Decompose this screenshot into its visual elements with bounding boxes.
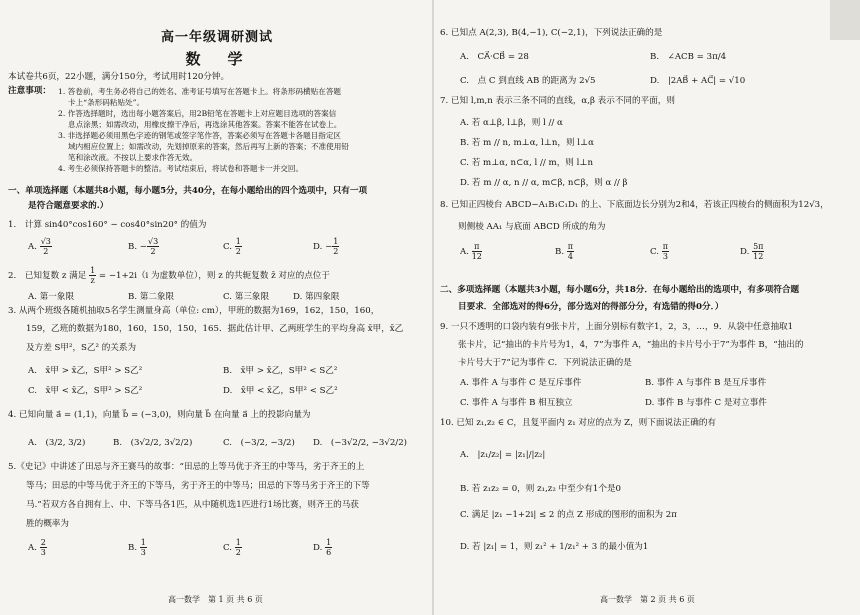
question-7-stem: 7. 已知 l,m,n 表示三条不同的直线，α,β 表示不同的平面，则 [440, 96, 675, 106]
subject-title: 数 学 [185, 50, 249, 68]
q5-option-d: D. $\frac{1}{6}$ [313, 538, 332, 557]
section-1-heading: 一、单项选择题（本题共8小题，每小题5分，共40分，在每小题给出的四个选项中，只有一项 [8, 186, 368, 196]
q9-option-d: D. 事件 B 与事件 C 是对立事件 [645, 398, 767, 408]
note-line: 2. 作答选择题时，选出每小题答案后，用2B铅笔在答题卡上对应题目选项的答案信 [58, 109, 337, 118]
question-3-stem: 159，乙班的数据为180，160，150，150，165．据此估计甲、乙两班学生的平均身高 x̄甲，x̄乙 [26, 324, 404, 334]
note-line: 1. 答卷前，考生务必将自己的姓名、准考证号填写在答题卡上。将条形码横贴在答题 [58, 87, 342, 96]
q9-option-a: A. 事件 A 与事件 C 是互斥事件 [460, 378, 582, 388]
question-9-stem: 卡片号大于7”记为事件 C．下列说法正确的是 [458, 358, 632, 368]
question-3-stem: 及方差 S甲²，S乙² 的关系为 [26, 343, 137, 353]
q8-option-d: D. $\frac{5\pi}{12}$ [740, 242, 764, 261]
question-5-stem: 5.《史记》中讲述了田忌与齐王赛马的故事：“田忌的上等马优于齐王的中等马，劣于齐王的上 [8, 462, 365, 472]
q7-option-b: B. 若 m // n, m⊥α, l⊥n，则 l⊥α [460, 138, 594, 148]
section-1-heading-cont: 是符合题意要求的.） [28, 201, 109, 211]
page-footer: 高一数学 第 1 页 共 6 页 [168, 595, 263, 604]
q4-option-b: B. (3√2/2, 3√2/2) [113, 438, 193, 448]
q2-option-a: A. 第一象限 [28, 292, 75, 302]
q2-option-d: D. 第四象限 [293, 292, 340, 302]
q10-option-d: D. 若 |z₁| = 1，则 z₁² + 1/z₁² + 3 的最小值为1 [460, 542, 649, 552]
question-5-stem: 胜的概率为 [26, 519, 69, 529]
q9-option-b: B. 事件 A 与事件 B 是互斥事件 [645, 378, 767, 388]
q5-option-c: C. $\frac{1}{2}$ [223, 538, 241, 557]
q7-option-c: C. 若 m⊥α, n⊂α, l // m，则 l⊥n [460, 158, 593, 168]
q8-option-a: A. $\frac{\pi}{12}$ [460, 242, 482, 261]
q4-option-c: C. (−3/2, −3/2) [223, 438, 295, 448]
q5-option-a: A. $\frac{2}{3}$ [28, 538, 46, 557]
q4-option-a: A. (3/2, 3/2) [28, 438, 86, 448]
q5-option-b: B. $\frac{1}{3}$ [128, 538, 146, 557]
q6-option-a: A. CA⃗·CB⃗ = 28 [460, 52, 529, 62]
q6-option-b: B. ∠ACB = 3π/4 [650, 52, 727, 62]
page-fold [432, 0, 434, 615]
q1-option-a: A. $\frac{√3}{2}$ [28, 237, 51, 256]
section-2-heading-cont: 目要求．全部选对的得6分，部分选对的得部分分，有选错的得0分．） [458, 302, 724, 312]
q1-option-b: B. − $\frac{√3}{2}$ [128, 237, 159, 256]
question-2-stem: 2. 已知复数 z 满足 $\frac{1}{z}$ = −1+2i（i 为虚数单位），则 z 的共轭复数 z̄ 对应的点位于 [8, 266, 330, 285]
page-1 [8, 0, 426, 615]
q3-option-b: B. x̄甲 > x̄乙，S甲² < S乙² [223, 366, 338, 376]
note-line: 笔和涂改液。不按以上要求作答无效。 [68, 153, 198, 162]
q8-option-c: C. $\frac{\pi}{3}$ [650, 242, 669, 261]
question-5-stem: 等马；田忌的中等马优于齐王的下等马，劣于齐王的中等马；田忌的下等马劣于齐王的下等 [26, 481, 370, 491]
note-line: 4. 考生必须保持答题卡的整洁。考试结束后，将试卷和答题卡一并交回。 [58, 164, 304, 173]
notes-label: 注意事项： [8, 86, 51, 96]
q10-option-a: A. |z₁/z₂| = |z₁|/|z₂| [460, 450, 546, 460]
q6-option-d: D. |2AB⃗ + AC⃗| = √10 [650, 76, 746, 86]
question-10-stem: 10. 已知 z₁,z₂ ∈ C，且复平面内 z₁ 对应的点为 Z，则下面说法正确的有 [440, 418, 717, 428]
q9-option-c: C. 事件 A 与事件 B 相互独立 [460, 398, 573, 408]
q8-option-b: B. $\frac{\pi}{4}$ [555, 242, 574, 261]
exam-intro: 本试卷共6页，22小题，满分150分，考试用时120分钟。 [8, 72, 230, 82]
question-3-stem: 3. 从两个班级各随机抽取5名学生测量身高（单位: cm），甲班的数据为169，162，150，160， [8, 306, 380, 316]
page-2 [440, 0, 852, 615]
q2-option-c: C. 第三象限 [223, 292, 270, 302]
note-line: 卡上“条形码粘贴处”。 [68, 98, 145, 107]
q1-option-d: D. − $\frac{1}{2}$ [313, 237, 339, 256]
q10-option-c: C. 满足 |z₁ −1+2i| ≤ 2 的点 Z 形成的图形的面积为 2π [460, 510, 677, 520]
q1-option-c: C. $\frac{1}{2}$ [223, 237, 241, 256]
question-6-stem: 6. 已知点 A(2,3), B(4,−1), C(−2,1)，下列说法正确的是 [440, 28, 663, 38]
section-2-heading: 二、多项选择题（本题共3小题，每小题6分，共18分．在每小题给出的选项中，有多项符合题 [440, 285, 800, 295]
q7-option-d: D. 若 m // α, n // α, m⊂β, n⊂β，则 α // β [460, 178, 628, 188]
question-9-stem: 张卡片，记“抽出的卡片号为1，4，7”为事件 A，“抽出的卡片号小于7”为事件 B，“抽出的 [458, 340, 804, 350]
q2-option-b: B. 第二象限 [128, 292, 175, 302]
question-8-stem: 8. 已知正四棱台 ABCD−A₁B₁C₁D₁ 的上、下底面边长分别为2和4，若该正四棱台的侧面积为12√3， [440, 200, 829, 210]
note-line: 息点涂黑；如需改动，用橡皮擦干净后，再选涂其他答案。答案不能答在试卷上。 [68, 120, 342, 129]
question-9-stem: 9. 一只不透明的口袋内装有9张卡片，上面分别标有数字1，2，3，…，9．从袋中任意抽取1 [440, 322, 794, 332]
q4-option-d: D. (−3√2/2, −3√2/2) [313, 438, 408, 448]
q6-option-c: C. 点 C 到直线 AB 的距离为 2√5 [460, 76, 596, 86]
question-8-stem: 则侧棱 AA₁ 与底面 ABCD 所成的角为 [458, 222, 606, 232]
q7-option-a: A. 若 α⊥β, l⊥β，则 l // α [460, 118, 563, 128]
note-line: 域内相应位置上；如需改动，先划掉原来的答案，然后再写上新的答案；不准使用铅 [68, 142, 349, 151]
q3-option-c: C. x̄甲 < x̄乙，S甲² > S乙² [28, 386, 143, 396]
question-4-stem: 4. 已知向量 a⃗ = (1,1)，向量 b⃗ = (−3,0)，则向量 b⃗ 在向量 a⃗ 上的投影向量为 [8, 410, 311, 420]
question-5-stem: 马.”若双方各自拥有上、中、下等马各1匹，从中随机选1匹进行1场比赛，则齐王的马获 [26, 500, 359, 510]
q10-option-b: B. 若 z₁z₂ = 0，则 z₁,z₂ 中至少有1个是0 [460, 484, 622, 494]
q3-option-d: D. x̄甲 < x̄乙，S甲² < S乙² [223, 386, 338, 396]
page-footer: 高一数学 第 2 页 共 6 页 [600, 595, 695, 604]
question-1-stem: 1. 计算 sin40°cos160° − cos40°sin20° 的值为 [8, 220, 207, 230]
note-line: 3. 非选择题必须用黑色字迹的钢笔或签字笔作答，答案必须写在答题卡各题目指定区 [58, 131, 342, 140]
q3-option-a: A. x̄甲 > x̄乙，S甲² > S乙² [28, 366, 143, 376]
exam-title: 高一年级调研测试 [160, 30, 273, 45]
